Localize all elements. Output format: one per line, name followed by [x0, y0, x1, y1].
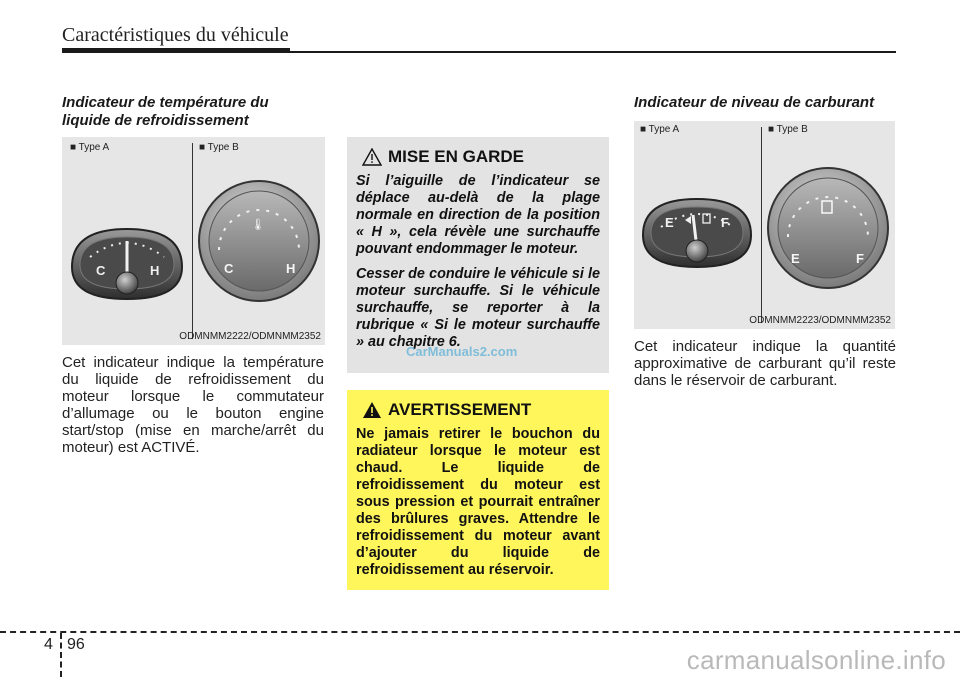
caution-title: MISE EN GARDE: [388, 147, 525, 166]
figure-type-a-label: ■ Type A: [640, 124, 680, 135]
fuel-a-empty-label: E: [665, 215, 674, 230]
figure-divider: [761, 127, 762, 323]
figure-caption: ODMNMM2223/ODMNMM2352: [749, 315, 891, 326]
fuel-gauge-description: Cet indicateur indique la quantité approximative de carburant qu’il reste dans le réservoir de carburant.: [634, 338, 896, 389]
coolant-b-cold-label: C: [224, 261, 234, 276]
page-header-title: Caractéristiques du véhicule: [62, 24, 289, 46]
warning-box: [347, 390, 609, 590]
figure-type-a-label: ■ Type A: [70, 142, 110, 153]
coolant-b-hot-label: H: [286, 261, 296, 276]
fuel-b-full-label: F: [856, 251, 864, 266]
coolant-gauge-heading: Indicateur de température du liquide de refroidissement: [62, 94, 269, 129]
footer-divider: [60, 633, 62, 677]
fuel-gauge-heading: Indicateur de niveau de carburant: [634, 94, 875, 111]
caution-box: [347, 137, 609, 373]
fuel-b-empty-label: E: [791, 251, 800, 266]
fuel-gauge-figure: [634, 121, 895, 329]
coolant-gauge-description: Cet indicateur indique la température du liquide de refroidissement du moteur lorsque le commutateur d’allumage ou le bouton engine start/stop (mise en marche/arrêt du moteur) est ACTIVÉ.: [62, 354, 324, 456]
figure-divider: [192, 143, 193, 339]
coolant-a-hot-label: H: [150, 263, 160, 278]
footer-chapter-number: 4: [44, 636, 53, 653]
footer-rule: [0, 631, 960, 633]
figure-type-b-label: ■ Type B: [768, 124, 808, 135]
footer-page-number: 96: [67, 636, 85, 653]
header-rule: [62, 51, 896, 53]
coolant-a-cold-label: C: [96, 263, 106, 278]
caution-triangle-icon: [362, 148, 382, 166]
fuel-a-knob: [686, 240, 708, 262]
warning-triangle-icon: [362, 401, 382, 419]
caution-paragraph-1: Si l’aiguille de l’indicateur se déplace au-delà de la plage normale en direction de la position « H », cela révèle une surchauffe pouvant endommager le moteur.: [356, 173, 600, 257]
warning-title-row: [362, 400, 600, 420]
footer-site-watermark: carmanualsonline.info: [686, 645, 946, 675]
fuel-gauge-type-a: [637, 187, 757, 275]
coolant-temp-icon: 🌡: [251, 219, 265, 231]
coolant-gauge-type-b: [196, 170, 322, 312]
fuel-a-full-label: F: [721, 215, 729, 230]
caution-title-row: [362, 147, 600, 167]
warning-text: Ne jamais retirer le bouchon du radiateur lorsque le moteur est chaud. Le liquide de refroidissement du moteur est sous pression et pourrait entraîner des brûlures graves. Attendre le refroidissement du moteur avant d’ajouter du liquide de refroidissement au réservoir.: [356, 426, 600, 578]
figure-type-b-label: ■ Type B: [199, 142, 239, 153]
coolant-gauge-figure: [62, 137, 325, 345]
caution-paragraph-2: Cesser de conduire le véhicule si le moteur surchauffe. Si le véhicule surchauffe, se reporter à la rubrique « Si le moteur surchauffe » au chapitre 6.: [356, 266, 600, 350]
fuel-gauge-type-b: [765, 157, 891, 299]
figure-caption: ODMNMM2222/ODMNMM2352: [179, 331, 321, 342]
coolant-a-knob: [116, 272, 138, 294]
watermark: CarManuals2.com: [406, 344, 518, 359]
warning-title: AVERTISSEMENT: [388, 400, 532, 419]
coolant-gauge-type-a: [66, 217, 188, 307]
